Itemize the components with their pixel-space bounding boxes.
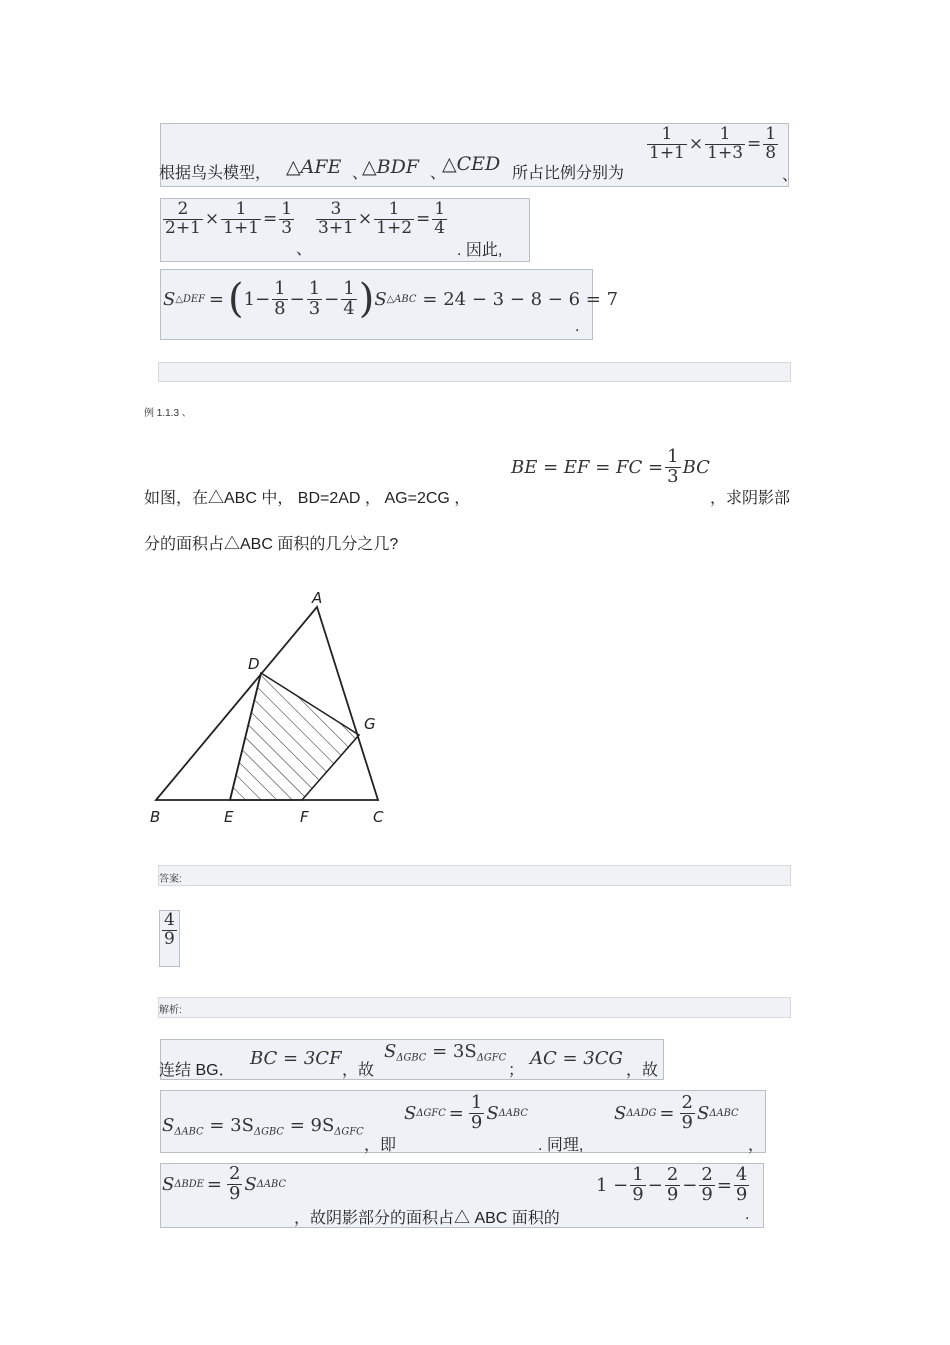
analysis-label: 解析: [159, 1005, 182, 1016]
analysis-line1-a: 连结 BG． [159, 1062, 235, 1079]
analysis-bar [158, 997, 791, 1018]
sep-2: 、 [430, 165, 447, 182]
label-c: C [373, 808, 384, 826]
s-bde-eq: S ΔBDE = $\frac{2}{9}$ S ΔABC [162, 1163, 287, 1204]
gu-1: ，故 [342, 1062, 375, 1079]
triangle-figure [140, 585, 400, 835]
answer-value: $\frac{4}{9}$ [164, 910, 175, 949]
ratio-formula-3: $\frac{3}{3+1}$ × $\frac{1}{1+2}$ = $\frac{1}{4}$ [318, 199, 446, 238]
text-conclusion: . 因此, [457, 242, 503, 259]
l3-text: ，故阴影部分的面积占△ ABC 面积的 [294, 1210, 560, 1227]
shaded-region [230, 673, 359, 800]
s-adg-eq: S ΔADG = $\frac{2}{9}$ S ΔABC [614, 1092, 739, 1133]
answer-label: 答案: [159, 874, 182, 885]
example-label: 例 1.1.3 、 [144, 408, 192, 419]
ratio-formula-2: $\frac{2}{2+1}$ × $\frac{1}{1+1}$ = $\frac{1}{3}$ [165, 199, 293, 238]
sep-3: 、 [296, 241, 313, 258]
l2-formula: $S_{\Delta ABC} = 3S_{\Delta GBC} = 9S_{\Delta GFC}$ [162, 1115, 364, 1138]
text-tail: 、 [782, 167, 799, 184]
text-lead: 根据鸟头模型， [159, 165, 272, 182]
s-eq1: $S_{\Delta GBC} = 3S_{\Delta GFC}$ [384, 1041, 507, 1064]
divider-bar-1 [158, 362, 791, 382]
question-line1-a: 如图，在△ABC 中， BD=2AD ， AG=2CG ， [144, 490, 471, 507]
area-formula: S △DEF = ( 1 − $\frac{1}{8}$ − $\frac{1}{3}$ − $\frac{1}{4}$ ) S △ABC = 24 − 3 − 8 − 6 = 7 [163, 276, 619, 322]
question-line1-b: ，求阴影部 [710, 490, 791, 507]
final-formula: 1 − $\frac{1}{9}$ − $\frac{2}{9}$ − $\frac{2}{9}$ = $\frac{4}{9}$ [596, 1164, 748, 1205]
label-b: B [150, 808, 161, 826]
given-formula: BE = EF = FC = $\frac{1}{3}$ BC [511, 446, 710, 487]
ji: ，即 [364, 1137, 397, 1154]
label-f: F [300, 808, 309, 826]
answer-bar [158, 865, 791, 886]
s-gfc-eq: S ΔGFC = $\frac{1}{9}$ S ΔABC [404, 1092, 528, 1133]
final-period: . [745, 1206, 750, 1223]
label-e: E [224, 808, 234, 826]
label-a: A [312, 589, 323, 607]
label-d: D [248, 655, 260, 673]
label-g: G [364, 715, 376, 733]
ac-equation: AC = 3CG [530, 1048, 623, 1069]
gu-2: ，故 [626, 1062, 659, 1079]
period-1: . [575, 318, 580, 335]
semicolon: ； [508, 1062, 525, 1079]
text-middle: 所占比例分别为 [512, 165, 625, 182]
comma: ， [748, 1137, 765, 1154]
bc-equation: BC = 3CF [250, 1048, 342, 1069]
question-line2: 分的面积占△ABC 面积的几分之几? [144, 536, 399, 553]
triangle-ced: △CED [442, 153, 501, 175]
tongli: . 同理, [538, 1137, 584, 1154]
ratio-formula-1: $\frac{1}{1+1}$ × $\frac{1}{1+3}$ = $\frac{1}{8}$ [649, 124, 777, 163]
triangle-afe: △AFE [286, 156, 342, 178]
triangle-bdf: △BDF [362, 156, 419, 178]
sep-1: 、 [352, 165, 369, 182]
